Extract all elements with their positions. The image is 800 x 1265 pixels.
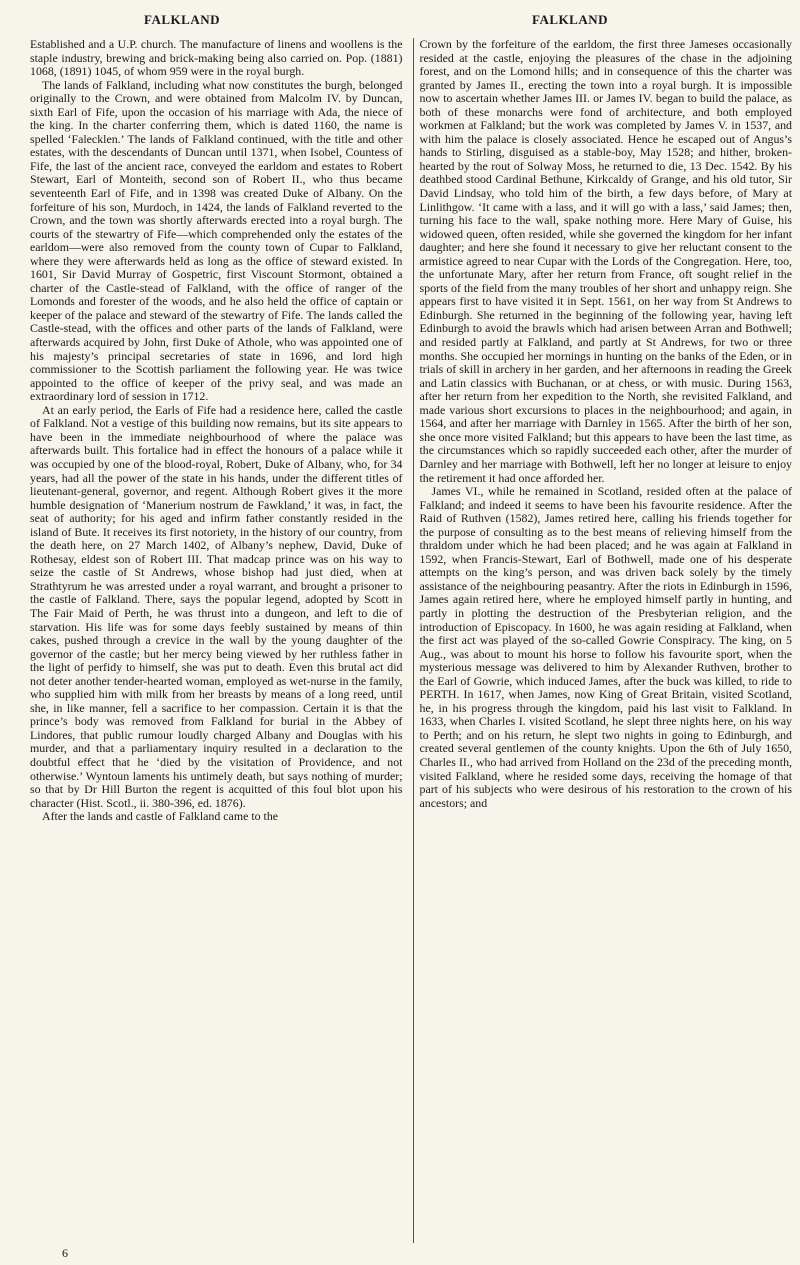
header-title-left: FALKLAND (144, 12, 220, 27)
paragraph: Established and a U.P. church. The manufacture of linens and woollens is the staple industry, brewing and brick-making being also carried on. Pop. (1881) 1068, (1891) 1045, of whom 959 were in the royal burgh. (30, 38, 403, 79)
paragraph: Crown by the forfeiture of the earldom, the first three Jameses occasionally resided at the castle, enjoying the pleasures of the chase in the adjoining forest, and on the Lomond hills; and in consequence of this the charter was granted by James II., erecting the town into a royal burgh. It is impossible now to ascertain whether James III. or James IV. began to build the palace, as both of these monarchs were fond of architecture, and both employed workmen at Falkland; but the work was completed by James V. in 1537, and with him the palace is closely associated. Hence he escaped out of Angus’s hands to Stirling, disguised as a stable-boy, May 1528; and hither, broken-hearted by the rout of Solway Moss, he returned to die, 13 Dec. 1542. By his deathbed stood Cardinal Bethune, Kirkcaldy of Grange, and his old tutor, Sir David Lindsay, who told him of the birth, a few days before, of Mary at Linlithgow. ‘It came with a lass, and it will go with a lass,’ said James; then, turning his face to the wall, spake nothing more. Here Mary of Guise, his widowed queen, often resided, while she governed the kingdom for her infant daughter; and here she found it necessary to give her reluctant consent to the armistice agreed to near Cupar with the Lords of the Congregation. Here, too, the unfortunate Mary, after her return from France, oft sought relief in the sports of the field from the many troubles of her short and unhappy reign. She appears first to have visited it in Sept. 1561, on her way from St Andrews to Edinburgh. She returned in the beginning of the following year, having left Edinburgh to avoid the brawls which had arisen between Arran and Bothwell; and resided partly at Falkland, and partly at St Andrews, for two or three months. She occupied her mornings in hunting on the banks of the Eden, or in trials of skill in archery in her garden, and her afternoons in reading the Greek and Latin classics with Buchanan, or at chess, or with music. During 1563, after her return from her expedition to the North, she revisited Falkland, and made various short excursions to places in the neighbourhood; and again, in 1564, and after her marriage with Darnley in 1565. After the birth of her son, she once more visited Falkland; but this appears to have been the last time, as the circumstances which so rapidly succeeded each other, after the murder of Darnley and her marriage with Bothwell, left her no longer at leisure to enjoy the retirement it had once afforded her. (419, 38, 792, 485)
paragraph: After the lands and castle of Falkland came to the (42, 809, 279, 824)
left-column (30, 38, 403, 1243)
page-number: 6 (62, 1246, 68, 1260)
paragraph: James VI., while he remained in Scotland, resided often at the palace of Falkland; and indeed it seems to have been his favourite residence. After the Raid of Ruthven (1582), James retired here, calling his friends together for the purpose of consulting as to the best means of relieving himself from the thraldom under which he had been placed; and he was again at Falkland in 1592, when Francis-Stewart, Earl of Bothwell, made one of his desperate attempts on the king’s person, and was driven back solely by the timely assistance of the neighbouring peasantry. After the riots in Edinburgh in 1596, James again retired here, where he employed himself partly in hunting, and partly in plotting the destruction of the Presbyterian religion, and the introduction of Episcopacy. In 1600, he was again residing at Falkland, when the first act was played of the so-called Gowrie Conspiracy. The king, on 5 Aug., was about to mount his horse to follow his favourite sport, when the mysterious message was delivered to him by Alexander Ruthven, brother to the Earl of Gowrie, which induced James, after the buck was killed, to ride to PERTH. In 1617, when James, now King of Great Britain, visited Scotland, he, in his progress through the kingdom, paid his last visit to Falkland. In 1633, when Charles I. visited Scotland, he slept three nights here, on his way to Perth; and on his return, he slept two nights in going to Edinburgh, and created several gentlemen of the county knights. Upon the 6th of July 1650, Charles II., who had arrived from Holland on the 23d of the preceding month, visited Falkland, where he resided some days, receiving the homage of that part of his subjects who were desirous of his restoration to the crown of his ancestors; and (419, 484, 792, 810)
paragraph: At an early period, the Earls of Fife had a residence here, called the castle of Falkland. Not a vestige of this building now remains, but its site appears to have been in the immediate neighbourhood of where the palace was afterwards built. This fortalice had in effect the honours of a palace while it was occupied by one of the blood-royal, Robert, Duke of Albany, who, for 34 years, had all the power of the state in his hands, under the different titles of lieutenant-general, governor, and regent. Although Robert gives it the more humble designation of ‘Manerium nostrum de Fawkland,’ it was, in fact, the seat of authority; for his aged and infirm father constantly resided in the island of Bute. It receives its first notoriety, in the history of our country, from the death here, on 27 March 1402, of Albany’s nephew, David, Duke of Rothesay, eldest son of Robert III. That madcap prince was on his way to seize the castle of St Andrews, whose bishop had just died, when at Strathtyrum he was arrested under a royal warrant, and brought a prisoner to the castle of Falkland. There, says the popular legend, adopted by Scott in The Fair Maid of Perth, he was thrust into a dungeon, and left to die of starvation. His life was for some days feebly sustained by means of thin cakes, pushed through a crevice in the wall by the young daughter of the governor of the castle; but her mercy being viewed by her ruthless father in the light of perfidy to himself, she was put to death. Even this brutal act did not deter another tender-hearted woman, employed as wet-nurse in the family, who supplied him with milk from her breasts by means of a long reed, until she, in like manner, fell a sacrifice to her compassion. Certain it is that the prince’s body was removed from Falkland for burial in the Abbey of Lindores, that public rumour loudly charged Albany and Douglas with his murder, and that a parliamentary inquiry resulted in a declaration to the doubtful effect that he ‘died by the visitation of Providence, and not otherwise.’ Wyntoun laments his untimely death, but says nothing of murder; so that by Dr Hill Burton the regent is acquitted of this foul blot upon his character (Hist. Scotl., ii. 380-396, ed. 1876). (30, 402, 403, 810)
running-header (30, 12, 784, 32)
text-columns (30, 38, 792, 1243)
paragraph: The lands of Falkland, including what now constitutes the burgh, belonged originally to the Crown, and were obtained from Malcolm IV. by Duncan, sixth Earl of Fife, upon the occasion of his marriage with Ada, the niece of the king. In the charter conferring them, which is dated 1160, the name is spelled ‘Falecklen.’ The lands of Falkland continued, with the title and other estates, with the descendants of Duncan until 1371, when Isobel, Countess of Fife, the last of the ancient race, conveyed the earldom and estates to Robert Stewart, Earl of Monteith, second son of Robert II., who thus became seventeenth Earl of Fife, and in 1398 was created Duke of Albany. On the forfeiture of his son, Murdoch, in 1424, the lands of Falkland reverted to the Crown, and the town was shortly afterwards erected into a royal burgh. The courts of the stewartry of Fife—which comprehended only the estates of the earldom—were also removed from the county town of Cupar to Falkland, where they were afterwards held as long as the office of steward existed. In 1601, Sir David Murray of Gospetric, first Viscount Stormont, obtained a charter of the Castle-stead of Falkland, with the office of ranger of the Lomonds and forester of the woods, and he also held the office of captain or keeper of the palace and steward of the stewartry of Fife. The lands called the Castle-stead, with the offices and other parts of the lands of Falkland, were afterwards acquired by John, first Duke of Athole, who was appointed one of his majesty’s principal secretaries of state in 1696, and lord high commissioner to the Scottish parliament the following year. He was twice appointed to the office of keeper of the privy seal, and was made an extraordinary lord of session in 1712. (30, 77, 403, 404)
right-column (413, 38, 793, 1243)
header-title-right: FALKLAND (532, 12, 608, 27)
